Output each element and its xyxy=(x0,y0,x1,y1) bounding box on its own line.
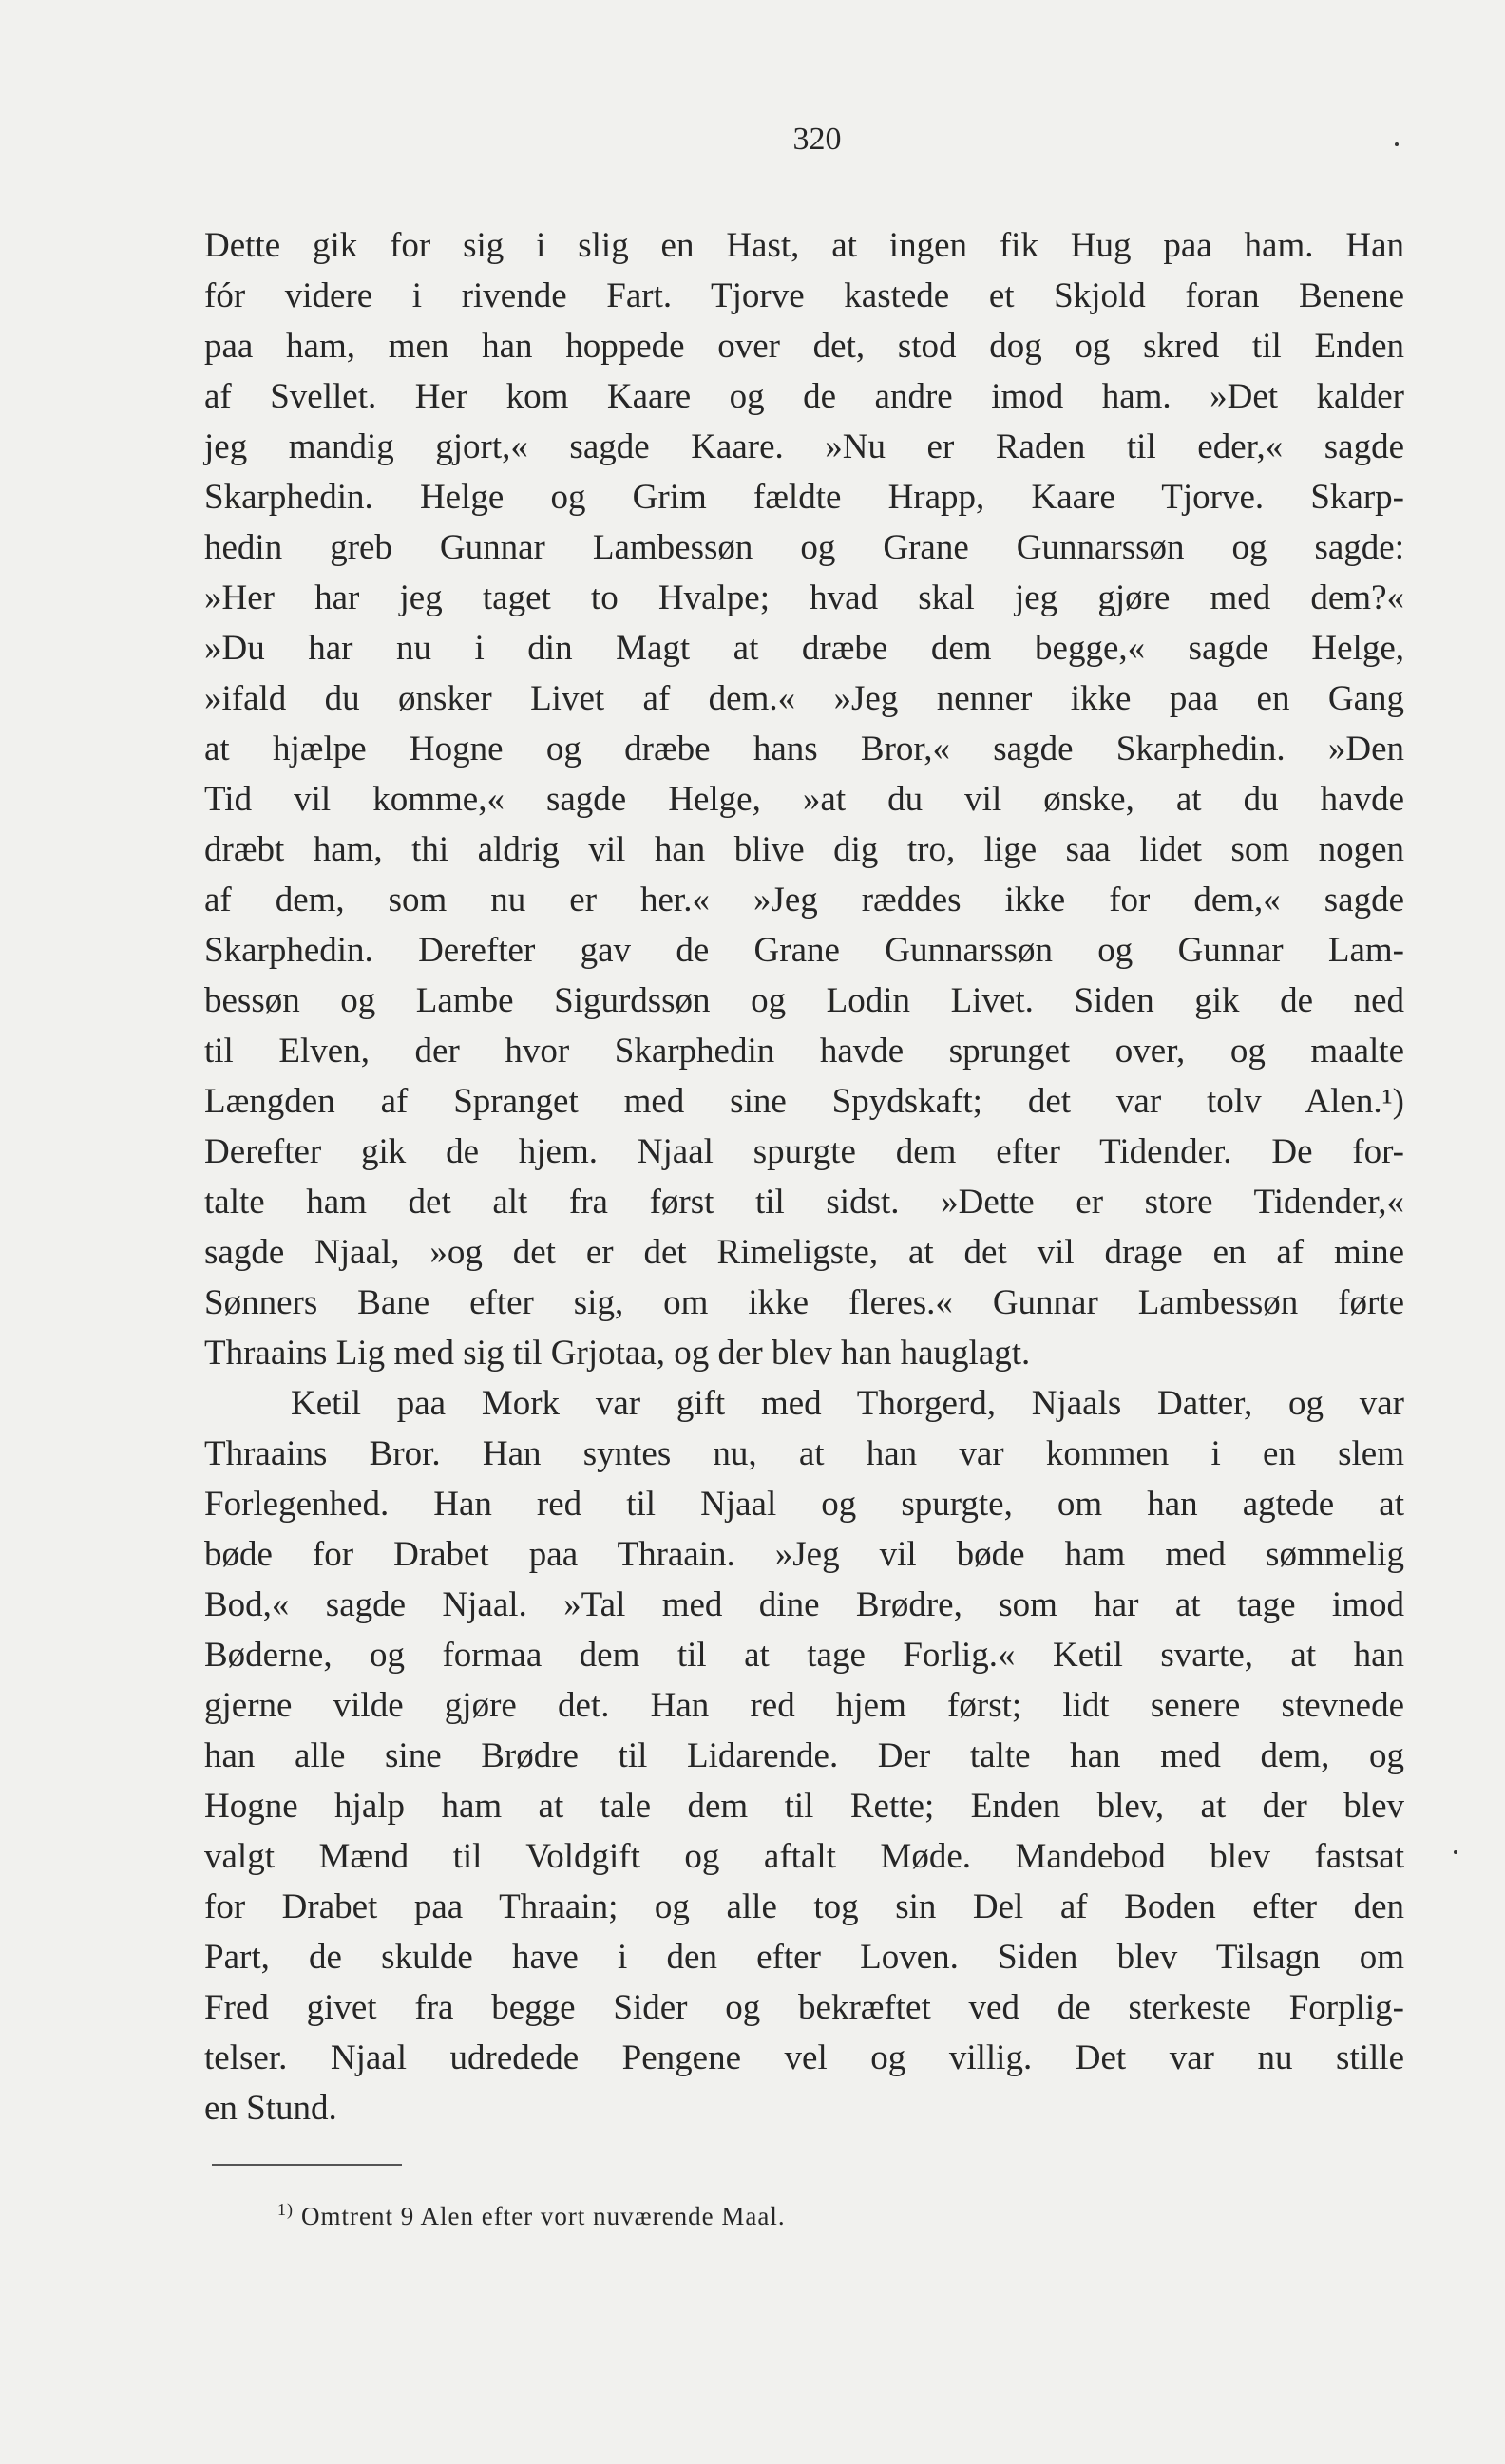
text-line: gjerne vilde gjøre det. Han red hjem først; lidt senere stevnede xyxy=(204,1686,1404,1725)
scan-speck xyxy=(1395,142,1399,146)
text-line: hedin greb Gunnar Lambessøn og Grane Gunnarssøn og sagde: xyxy=(204,528,1404,567)
text-line: Bod,« sagde Njaal. »Tal med dine Brødre, som har at tage imod xyxy=(204,1585,1404,1624)
text-line: bøde for Drabet paa Thraain. »Jeg vil bøde ham med sømmelig xyxy=(204,1535,1404,1574)
footnote-divider xyxy=(212,2164,402,2166)
footnote xyxy=(277,2200,786,2231)
text-line: Thraains Bror. Han syntes nu, at han var kommen i en slem xyxy=(204,1434,1404,1473)
text-line: Part, de skulde have i den efter Loven. Siden blev Tilsagn om xyxy=(204,1938,1404,1977)
text-line: Derefter gik de hjem. Njaal spurgte dem efter Tidender. De for- xyxy=(204,1132,1404,1171)
text-line: han alle sine Brødre til Lidarende. Der talte han med dem, og xyxy=(204,1736,1404,1775)
text-line: Tid vil komme,« sagde Helge, »at du vil ønske, at du havde xyxy=(204,780,1404,819)
text-line: Forlegenhed. Han red til Njaal og spurgte, om han agtede at xyxy=(204,1485,1404,1524)
scan-speck xyxy=(1454,1850,1457,1854)
text-line: Hogne hjalp ham at tale dem til Rette; Enden blev, at der blev xyxy=(204,1787,1404,1826)
footnote-marker: 1) xyxy=(277,2200,294,2219)
text-line: af Svellet. Her kom Kaare og de andre imod ham. »Det kalder xyxy=(204,377,1404,416)
text-line: fór videre i rivende Fart. Tjorve kastede et Skjold foran Benene xyxy=(204,276,1404,315)
text-line: paa ham, men han hoppede over det, stod dog og skred til Enden xyxy=(204,327,1404,366)
text-line: »Du har nu i din Magt at dræbe dem begge,« sagde Helge, xyxy=(204,629,1404,668)
text-line: for Drabet paa Thraain; og alle tog sin Del af Boden efter den xyxy=(204,1887,1404,1926)
body-text xyxy=(204,220,1404,2133)
text-line: telser. Njaal udredede Pengene vel og villig. Det var nu stille xyxy=(204,2038,1404,2077)
text-line: Bøderne, og formaa dem til at tage Forlig.« Ketil svarte, at han xyxy=(204,1636,1404,1675)
text-line: til Elven, der hvor Skarphedin havde sprunget over, og maalte xyxy=(204,1032,1404,1071)
footnote-text: Omtrent 9 Alen efter vort nuværende Maal. xyxy=(301,2202,786,2230)
text-line: Længden af Spranget med sine Spydskaft; det var tolv Alen.¹) xyxy=(204,1082,1404,1121)
text-line: jeg mandig gjort,« sagde Kaare. »Nu er Raden til eder,« sagde xyxy=(204,427,1404,466)
text-line: Fred givet fra begge Sider og bekræftet ved de sterkeste Forplig- xyxy=(204,1988,1404,2027)
text-line: Skarphedin. Derefter gav de Grane Gunnarssøn og Gunnar Lam- xyxy=(204,931,1404,970)
text-line: bessøn og Lambe Sigurdssøn og Lodin Livet. Siden gik de ned xyxy=(204,981,1404,1020)
text-line: Sønners Bane efter sig, om ikke fleres.« Gunnar Lambessøn førte xyxy=(204,1283,1404,1322)
text-line: »ifald du ønsker Livet af dem.« »Jeg nenner ikke paa en Gang xyxy=(204,679,1404,718)
text-line: en Stund. xyxy=(204,2089,337,2128)
text-line: sagde Njaal, »og det er det Rimeligste, at det vil drage en af mine xyxy=(204,1233,1404,1272)
text-line: Skarphedin. Helge og Grim fældte Hrapp, Kaare Tjorve. Skarp- xyxy=(204,478,1404,517)
text-line: Dette gik for sig i slig en Hast, at ingen fik Hug paa ham. Han xyxy=(204,226,1404,265)
text-line: Thraains Lig med sig til Grjotaa, og der blev han hauglagt. xyxy=(204,1334,1031,1373)
text-line: Ketil paa Mork var gift med Thorgerd, Njaals Datter, og var xyxy=(291,1384,1404,1423)
text-line: at hjælpe Hogne og dræbe hans Bror,« sagde Skarphedin. »Den xyxy=(204,730,1404,768)
text-line: dræbt ham, thi aldrig vil han blive dig tro, lige saa lidet som nogen xyxy=(204,830,1404,869)
text-line: talte ham det alt fra først til sidst. »Dette er store Tidender,« xyxy=(204,1183,1404,1222)
text-line: »Her har jeg taget to Hvalpe; hvad skal jeg gjøre med dem?« xyxy=(204,578,1404,617)
page-number: 320 xyxy=(792,122,842,157)
text-line: af dem, som nu er her.« »Jeg ræddes ikke for dem,« sagde xyxy=(204,881,1404,919)
text-line: valgt Mænd til Voldgift og aftalt Møde. Mandebod blev fastsat xyxy=(204,1837,1404,1876)
